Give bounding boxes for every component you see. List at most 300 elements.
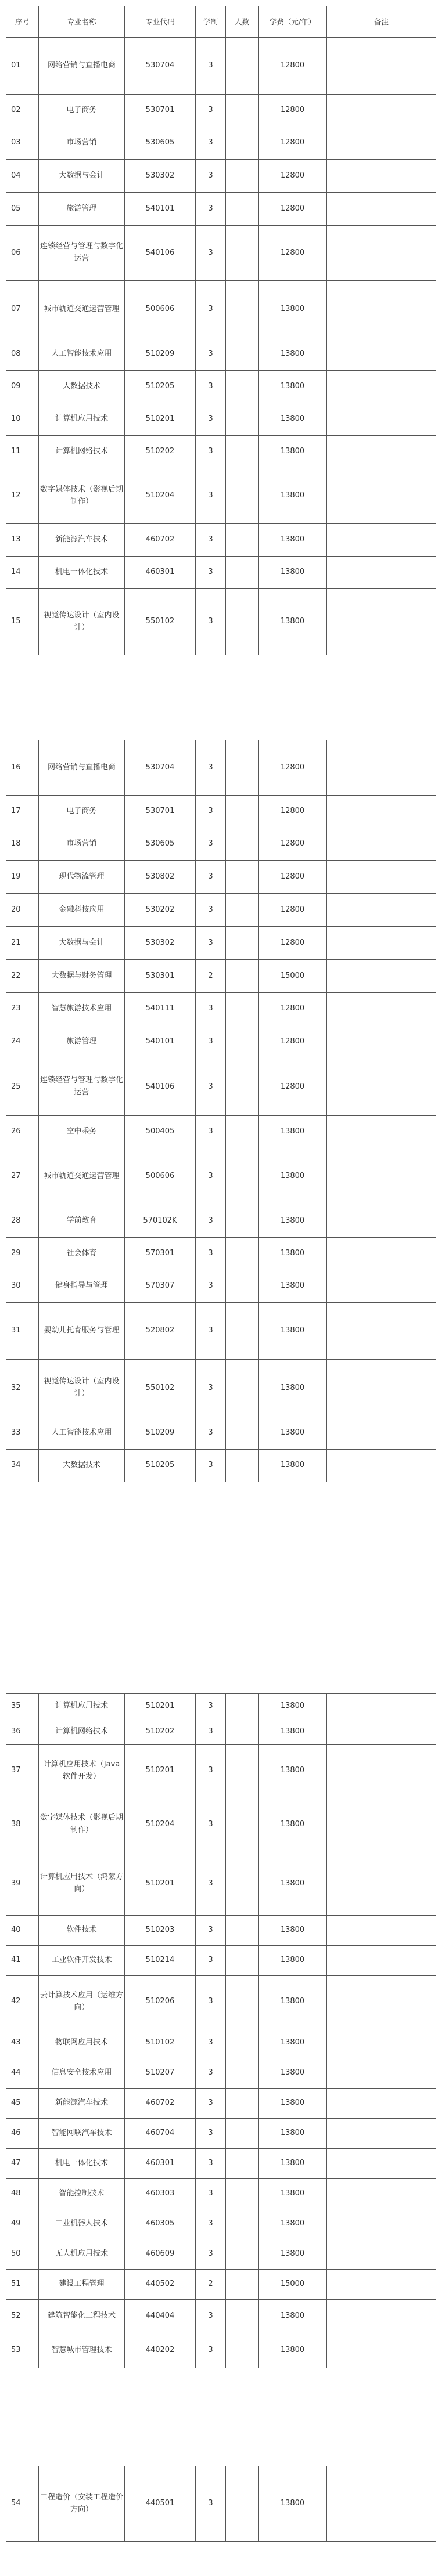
major-code: 510209: [125, 1417, 196, 1450]
table-row: [6, 2333, 436, 2368]
count: [226, 226, 259, 281]
major-code: 530704: [125, 38, 196, 95]
major-name: 大数据技术: [39, 371, 125, 403]
note: [327, 2089, 436, 2119]
major-code: 500606: [125, 281, 196, 338]
major-code: 510201: [125, 1694, 196, 1719]
count: [226, 2333, 259, 2368]
row-no: 44: [6, 2058, 39, 2089]
fee: 13800: [259, 1116, 327, 1148]
major-code: 500606: [125, 1148, 196, 1205]
years: 3: [196, 1116, 226, 1148]
count: [226, 557, 259, 589]
count: [226, 589, 259, 655]
major-code: 460609: [125, 2239, 196, 2270]
fee: 12800: [259, 993, 327, 1025]
fee: 13800: [259, 1916, 327, 1946]
row-no: 49: [6, 2209, 39, 2239]
major-name: 数字媒体技术（影视后期制作）: [39, 468, 125, 524]
major-code: 460301: [125, 557, 196, 589]
note: [327, 1148, 436, 1205]
major-name: 健身指导与管理: [39, 1270, 125, 1303]
years: 3: [196, 927, 226, 960]
major-name: 云计算技术应用（运维方向）: [39, 1976, 125, 2028]
note: [327, 2209, 436, 2239]
major-name: 大数据与会计: [39, 160, 125, 193]
major-name: 城市轨道交通运营管理: [39, 1148, 125, 1205]
note: [327, 1058, 436, 1116]
row-no: 28: [6, 1205, 39, 1238]
fee: 13800: [259, 2028, 327, 2058]
row-no: 04: [6, 160, 39, 193]
table-row: [6, 861, 436, 894]
major-name: 婴幼儿托育服务与管理: [39, 1303, 125, 1360]
note: [327, 1270, 436, 1303]
major-code: 510202: [125, 1719, 196, 1745]
table-row: [6, 1450, 436, 1482]
fee: 12800: [259, 226, 327, 281]
row-no: 07: [6, 281, 39, 338]
table-row: [6, 2028, 436, 2058]
header-count: 人数: [226, 6, 259, 38]
table-row: [6, 557, 436, 589]
note: [327, 1450, 436, 1482]
note: [327, 226, 436, 281]
row-no: 34: [6, 1450, 39, 1482]
count: [226, 861, 259, 894]
years: 3: [196, 2058, 226, 2089]
row-no: 40: [6, 1916, 39, 1946]
count: [226, 740, 259, 796]
years: 2: [196, 2270, 226, 2300]
note: [327, 1205, 436, 1238]
major-name: 连锁经营与管理与数字化运营: [39, 1058, 125, 1116]
major-code: 510201: [125, 1745, 196, 1797]
note: [327, 2270, 436, 2300]
major-name: 工业软件开发技术: [39, 1946, 125, 1976]
note: [327, 371, 436, 403]
row-no: 16: [6, 740, 39, 796]
count: [226, 927, 259, 960]
note: [327, 281, 436, 338]
table-row: [6, 1270, 436, 1303]
row-no: 31: [6, 1303, 39, 1360]
table-row: [6, 524, 436, 557]
major-code: 510201: [125, 1852, 196, 1916]
major-name: 视觉传达设计（室内设计）: [39, 1360, 125, 1417]
major-name: 旅游管理: [39, 1025, 125, 1058]
row-no: 05: [6, 193, 39, 226]
fee: 13800: [259, 2300, 327, 2333]
years: 3: [196, 1852, 226, 1916]
count: [226, 960, 259, 993]
count: [226, 1360, 259, 1417]
table-row: [6, 1417, 436, 1450]
major-name: 信息安全技术应用: [39, 2058, 125, 2089]
fee: 13800: [259, 1450, 327, 1482]
major-code: 510207: [125, 2058, 196, 2089]
years: 3: [196, 1797, 226, 1852]
years: 3: [196, 1417, 226, 1450]
row-no: 14: [6, 557, 39, 589]
years: 3: [196, 1916, 226, 1946]
major-code: 540101: [125, 1025, 196, 1058]
years: 3: [196, 2209, 226, 2239]
years: 3: [196, 1025, 226, 1058]
note: [327, 1116, 436, 1148]
count: [226, 2300, 259, 2333]
years: 3: [196, 226, 226, 281]
row-no: 48: [6, 2179, 39, 2209]
years: 3: [196, 2300, 226, 2333]
major-code: 510204: [125, 468, 196, 524]
note: [327, 993, 436, 1025]
major-code: 530802: [125, 861, 196, 894]
years: 3: [196, 828, 226, 861]
fee: 12800: [259, 828, 327, 861]
header-row: [6, 6, 436, 38]
major-code: 530302: [125, 927, 196, 960]
major-name: 计算机应用技术（鸿蒙方向）: [39, 1852, 125, 1916]
major-name: 空中乘务: [39, 1116, 125, 1148]
table-row: [6, 1360, 436, 1417]
major-name: 电子商务: [39, 796, 125, 828]
fee-table-1: [6, 6, 436, 655]
major-code: 530605: [125, 127, 196, 160]
years: 3: [196, 127, 226, 160]
table-row: [6, 1852, 436, 1916]
note: [327, 2179, 436, 2209]
table-row: [6, 1719, 436, 1745]
note: [327, 193, 436, 226]
table-row: [6, 927, 436, 960]
major-name: 物联网应用技术: [39, 2028, 125, 2058]
count: [226, 1205, 259, 1238]
major-code: 530701: [125, 95, 196, 127]
note: [327, 1238, 436, 1270]
major-name: 工程造价（安装工程造价方向）: [39, 2466, 125, 2542]
major-name: 建筑智能化工程技术: [39, 2300, 125, 2333]
years: 3: [196, 2179, 226, 2209]
major-code: 510205: [125, 371, 196, 403]
row-no: 54: [6, 2466, 39, 2542]
major-name: 新能源汽车技术: [39, 2089, 125, 2119]
note: [327, 1797, 436, 1852]
years: 3: [196, 524, 226, 557]
years: 3: [196, 557, 226, 589]
count: [226, 193, 259, 226]
note: [327, 1976, 436, 2028]
note: [327, 1946, 436, 1976]
major-code: 570307: [125, 1270, 196, 1303]
table-row: [6, 2179, 436, 2209]
row-no: 12: [6, 468, 39, 524]
fee: 12800: [259, 740, 327, 796]
count: [226, 371, 259, 403]
major-code: 510204: [125, 1797, 196, 1852]
row-no: 22: [6, 960, 39, 993]
major-code: 440202: [125, 2333, 196, 2368]
note: [327, 2149, 436, 2179]
major-code: 540111: [125, 993, 196, 1025]
major-code: 550102: [125, 589, 196, 655]
fee: 13800: [259, 1976, 327, 2028]
major-name: 机电一体化技术: [39, 557, 125, 589]
major-code: 530301: [125, 960, 196, 993]
table-row: [6, 2058, 436, 2089]
major-name: 无人机应用技术: [39, 2239, 125, 2270]
fee: 13800: [259, 468, 327, 524]
major-name: 人工智能技术应用: [39, 1417, 125, 1450]
row-no: 42: [6, 1976, 39, 2028]
years: 3: [196, 1058, 226, 1116]
major-name: 社会体育: [39, 1238, 125, 1270]
note: [327, 2239, 436, 2270]
count: [226, 1270, 259, 1303]
fee: 12800: [259, 95, 327, 127]
major-name: 旅游管理: [39, 193, 125, 226]
fee: 13800: [259, 2149, 327, 2179]
note: [327, 927, 436, 960]
years: 3: [196, 38, 226, 95]
years: 3: [196, 1745, 226, 1797]
header-major-name: 专业名称: [39, 6, 125, 38]
row-no: 11: [6, 436, 39, 468]
count: [226, 38, 259, 95]
major-code: 530202: [125, 894, 196, 927]
fee: 15000: [259, 960, 327, 993]
major-code: 540106: [125, 226, 196, 281]
table-row: [6, 828, 436, 861]
major-name: 智能网联汽车技术: [39, 2119, 125, 2149]
major-name: 软件技术: [39, 1916, 125, 1946]
table-row: [6, 1238, 436, 1270]
table-row: [6, 740, 436, 796]
fee: 13800: [259, 1238, 327, 1270]
table-row: [6, 403, 436, 436]
major-name: 学前教育: [39, 1205, 125, 1238]
note: [327, 38, 436, 95]
table-row: [6, 1148, 436, 1205]
count: [226, 2119, 259, 2149]
note: [327, 1852, 436, 1916]
fee-table-3: [6, 1693, 436, 2368]
major-name: 市场营销: [39, 127, 125, 160]
count: [226, 1303, 259, 1360]
row-no: 46: [6, 2119, 39, 2149]
years: 3: [196, 740, 226, 796]
fee: 12800: [259, 38, 327, 95]
fee: 13800: [259, 2239, 327, 2270]
fee: 12800: [259, 894, 327, 927]
row-no: 23: [6, 993, 39, 1025]
table-row: [6, 127, 436, 160]
table-row: [6, 1797, 436, 1852]
major-name: 现代物流管理: [39, 861, 125, 894]
table-row: [6, 468, 436, 524]
major-name: 连锁经营与管理与数字化运营: [39, 226, 125, 281]
major-name: 建设工程管理: [39, 2270, 125, 2300]
fee: 13800: [259, 2466, 327, 2542]
major-code: 510206: [125, 1976, 196, 2028]
major-code: 530701: [125, 796, 196, 828]
major-name: 新能源汽车技术: [39, 524, 125, 557]
fee: 13800: [259, 1694, 327, 1719]
note: [327, 557, 436, 589]
table-row: [6, 993, 436, 1025]
major-name: 金融科技应用: [39, 894, 125, 927]
count: [226, 1946, 259, 1976]
note: [327, 589, 436, 655]
fee: 12800: [259, 1058, 327, 1116]
note: [327, 468, 436, 524]
note: [327, 95, 436, 127]
major-name: 智能控制技术: [39, 2179, 125, 2209]
row-no: 02: [6, 95, 39, 127]
years: 3: [196, 796, 226, 828]
major-code: 460305: [125, 2209, 196, 2239]
fee: 13800: [259, 436, 327, 468]
row-no: 41: [6, 1946, 39, 1976]
fee: 12800: [259, 127, 327, 160]
major-name: 市场营销: [39, 828, 125, 861]
major-code: 510203: [125, 1916, 196, 1946]
major-code: 530605: [125, 828, 196, 861]
major-name: 工业机器人技术: [39, 2209, 125, 2239]
years: 3: [196, 861, 226, 894]
years: 3: [196, 1360, 226, 1417]
note: [327, 403, 436, 436]
row-no: 18: [6, 828, 39, 861]
years: 3: [196, 993, 226, 1025]
header-fee: 学费（元/年）: [259, 6, 327, 38]
note: [327, 894, 436, 927]
count: [226, 338, 259, 371]
years: 3: [196, 436, 226, 468]
major-name: 计算机应用技术: [39, 403, 125, 436]
count: [226, 1238, 259, 1270]
row-no: 51: [6, 2270, 39, 2300]
count: [226, 1025, 259, 1058]
major-name: 网络营销与直播电商: [39, 740, 125, 796]
count: [226, 160, 259, 193]
table-row: [6, 2239, 436, 2270]
count: [226, 1797, 259, 1852]
count: [226, 1058, 259, 1116]
count: [226, 1976, 259, 2028]
major-name: 网络营销与直播电商: [39, 38, 125, 95]
table-row: [6, 2300, 436, 2333]
fee: 12800: [259, 1025, 327, 1058]
count: [226, 403, 259, 436]
note: [327, 338, 436, 371]
row-no: 36: [6, 1719, 39, 1745]
note: [327, 2028, 436, 2058]
fee: 13800: [259, 371, 327, 403]
note: [327, 2058, 436, 2089]
count: [226, 1916, 259, 1946]
count: [226, 2239, 259, 2270]
major-name: 计算机应用技术: [39, 1694, 125, 1719]
count: [226, 796, 259, 828]
years: 3: [196, 371, 226, 403]
table-row: [6, 960, 436, 993]
years: 3: [196, 1450, 226, 1482]
major-code: 550102: [125, 1360, 196, 1417]
row-no: 45: [6, 2089, 39, 2119]
years: 3: [196, 1976, 226, 2028]
major-code: 520802: [125, 1303, 196, 1360]
note: [327, 740, 436, 796]
fee: 13800: [259, 1303, 327, 1360]
row-no: 01: [6, 38, 39, 95]
count: [226, 2270, 259, 2300]
major-name: 计算机网络技术: [39, 1719, 125, 1745]
note: [327, 1719, 436, 1745]
major-name: 智慧城市管理技术: [39, 2333, 125, 2368]
note: [327, 1745, 436, 1797]
table-row: [6, 338, 436, 371]
row-no: 03: [6, 127, 39, 160]
count: [226, 281, 259, 338]
count: [226, 993, 259, 1025]
note: [327, 2333, 436, 2368]
major-code: 440404: [125, 2300, 196, 2333]
fee: 12800: [259, 193, 327, 226]
major-code: 570102K: [125, 1205, 196, 1238]
fee: 12800: [259, 160, 327, 193]
header-major-code: 专业代码: [125, 6, 196, 38]
major-name: 大数据与会计: [39, 927, 125, 960]
count: [226, 1694, 259, 1719]
row-no: 19: [6, 861, 39, 894]
fee: 13800: [259, 2333, 327, 2368]
count: [226, 95, 259, 127]
fee: 13800: [259, 1719, 327, 1745]
table-row: [6, 281, 436, 338]
row-no: 26: [6, 1116, 39, 1148]
row-no: 21: [6, 927, 39, 960]
years: 3: [196, 1719, 226, 1745]
row-no: 20: [6, 894, 39, 927]
major-code: 570301: [125, 1238, 196, 1270]
fee: 13800: [259, 524, 327, 557]
years: 3: [196, 160, 226, 193]
years: 3: [196, 2239, 226, 2270]
years: 3: [196, 468, 226, 524]
count: [226, 468, 259, 524]
fee: 12800: [259, 861, 327, 894]
note: [327, 2119, 436, 2149]
note: [327, 861, 436, 894]
table-row: [6, 1745, 436, 1797]
fee: 13800: [259, 403, 327, 436]
count: [226, 1116, 259, 1148]
years: 3: [196, 1148, 226, 1205]
fee: 13800: [259, 1745, 327, 1797]
table-row: [6, 2270, 436, 2300]
row-no: 13: [6, 524, 39, 557]
note: [327, 2300, 436, 2333]
note: [327, 127, 436, 160]
fee: 13800: [259, 2058, 327, 2089]
table-row: [6, 2119, 436, 2149]
row-no: 06: [6, 226, 39, 281]
major-code: 510205: [125, 1450, 196, 1482]
major-name: 智慧旅游技术应用: [39, 993, 125, 1025]
count: [226, 2089, 259, 2119]
major-name: 人工智能技术应用: [39, 338, 125, 371]
